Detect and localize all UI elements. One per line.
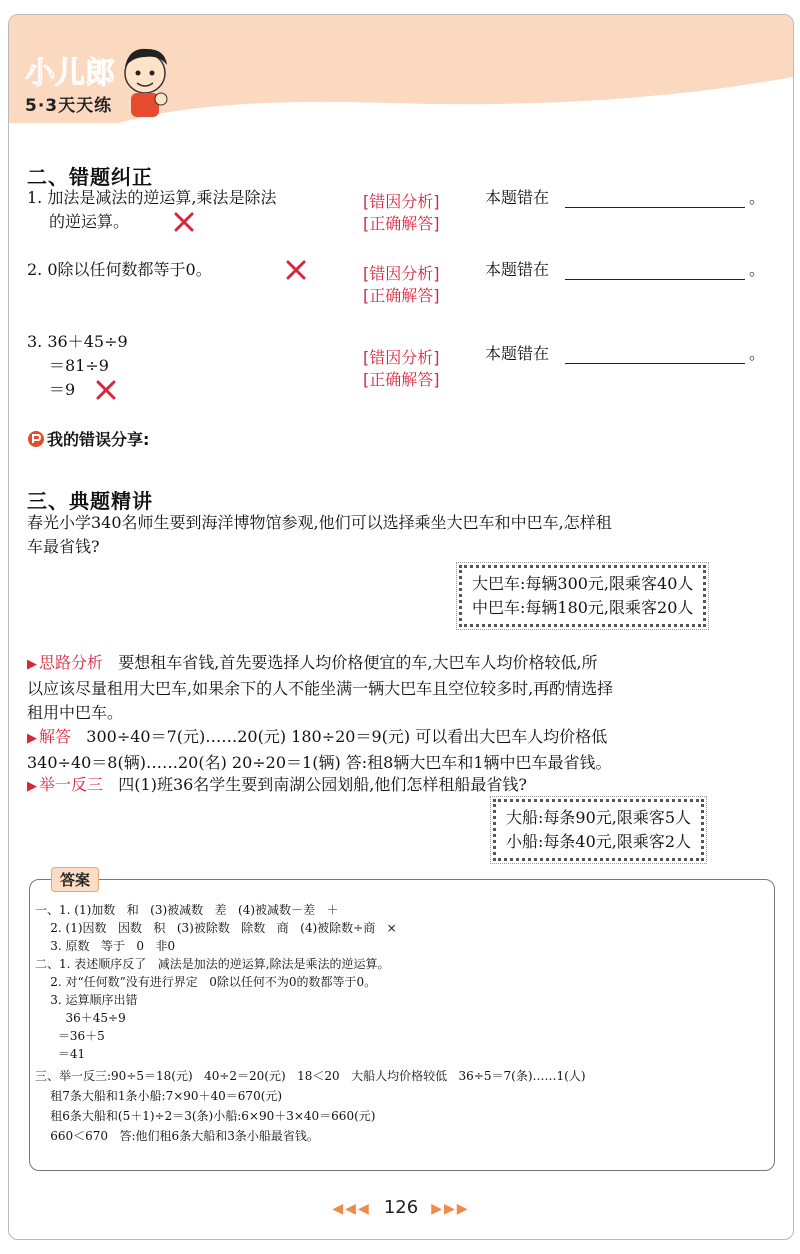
answer-line: ＝36＋5 xyxy=(35,1029,105,1043)
problem-line2: 车最省钱? xyxy=(27,537,100,556)
wrong-mark-icon xyxy=(95,379,117,401)
triangle-icon: ▶ xyxy=(27,657,37,672)
boat-price-box xyxy=(493,799,704,861)
period: 。 xyxy=(749,260,766,279)
answer-line: 租7条大船和1条小船:7×90＋40＝670(元) xyxy=(35,1089,283,1103)
analysis-block xyxy=(27,651,779,725)
period: 。 xyxy=(749,188,766,207)
error-prompt: 本题错在 xyxy=(485,260,550,279)
tag-correct: [正确解答] xyxy=(363,286,440,305)
q1-line2: 的逆运算。 xyxy=(49,212,130,231)
tag-analysis: [错因分析] xyxy=(363,264,440,283)
q3-line1: 3. 36＋45÷9 xyxy=(27,332,128,351)
pencil-badge-icon xyxy=(27,430,45,448)
boat-small-price: 小船:每条40元,限乘客2人 xyxy=(506,832,692,851)
solution-line2: 340÷40＝8(辆)……20(名) 20÷20＝1(辆) 答:租8辆大巴车和1辆中巴车最省钱。 xyxy=(27,753,612,772)
problem-text xyxy=(27,511,779,559)
section-2-title: 二、错题纠正 xyxy=(27,165,153,189)
svg-text:小儿郎: 小儿郎 xyxy=(25,56,115,91)
answer-line: ＝41 xyxy=(35,1047,86,1061)
bus-big-price: 大巴车:每辆300元,限乘客40人 xyxy=(472,574,694,593)
error-prompt: 本题错在 xyxy=(485,188,550,207)
period: 。 xyxy=(749,344,766,363)
q3-line3: ＝9 xyxy=(49,380,76,399)
analysis-label: 思路分析 xyxy=(39,653,104,672)
triangle-icon: ▶ xyxy=(27,731,37,746)
bus-price-box xyxy=(459,565,706,627)
wrong-mark-icon xyxy=(285,259,307,281)
solution-label: 解答 xyxy=(39,727,72,746)
tag-analysis: [错因分析] xyxy=(363,192,440,211)
problem-line1: 春光小学340名师生要到海洋博物馆参观,他们可以选择乘坐大巴车和中巴车,怎样租 xyxy=(27,513,612,532)
solution-block xyxy=(27,725,779,775)
page-number: 126 xyxy=(383,1197,419,1218)
answer-line: 二、1. 表述顺序反了 减法是加法的逆运算,除法是乘法的逆运算。 xyxy=(35,957,390,971)
answer-line: 3. 运算顺序出错 xyxy=(35,993,138,1007)
prev-arrows-icon: ◀◀◀ xyxy=(332,1201,371,1217)
share-row xyxy=(27,427,149,450)
solution-line1: 300÷40＝7(元)……20(元) 180÷20＝9(元) 可以看出大巴车人均价格低 xyxy=(86,727,608,746)
analysis-line3: 租用中巴车。 xyxy=(27,703,124,722)
answer-blank[interactable] xyxy=(565,363,745,364)
tag-correct: [正确解答] xyxy=(363,214,440,233)
q2-text: 2. 0除以任何数都等于0。 xyxy=(27,260,212,279)
bus-mid-price: 中巴车:每辆180元,限乘客20人 xyxy=(472,598,694,617)
answer-line: 租6条大船和(5＋1)÷2＝3(条)小船:6×90＋3×40＝660(元) xyxy=(35,1109,376,1123)
error-prompt: 本题错在 xyxy=(485,344,550,363)
q1-line1: 1. 加法是减法的逆运算,乘法是除法 xyxy=(27,188,277,207)
answer-line: 3. 原数 等于 0 非0 xyxy=(35,939,176,953)
tag-correct: [正确解答] xyxy=(363,370,440,389)
answer-label: 答案 xyxy=(51,867,99,892)
practice-block xyxy=(27,773,779,799)
footer xyxy=(9,1197,793,1218)
answer-line: 2. 对“任何数”没有进行界定 0除以任何不为0的数都等于0。 xyxy=(35,975,377,989)
analysis-line1: 要想租车省钱,首先要选择人均价格便宜的车,大巴车人均价格较低,所 xyxy=(118,653,598,672)
practice-label: 举一反三 xyxy=(39,775,104,794)
q3-line2: ＝81÷9 xyxy=(49,356,109,375)
section-3-title: 三、典题精讲 xyxy=(27,489,153,513)
brand-subtitle: 5·3天天练 xyxy=(25,96,113,116)
answer-line: 三、举一反三:90÷5＝18(元) 40÷2＝20(元) 18＜20 大船人均价格较低 36÷5＝7(条)……1(人) xyxy=(35,1069,586,1083)
mascot-boy-icon xyxy=(115,43,175,121)
next-arrows-icon: ▶▶▶ xyxy=(431,1201,470,1217)
answer-line: 2. (1)因数 因数 积 (3)被除数 除数 商 (4)被除数÷商 × xyxy=(35,921,397,935)
wrong-mark-icon xyxy=(173,211,195,233)
answer-line: 36＋45÷9 xyxy=(35,1011,126,1025)
analysis-line2: 以应该尽量租用大巴车,如果余下的人不能坐满一辆大巴车且空位较多时,再酌情选择 xyxy=(27,679,614,698)
answer-line: 660＜670 答:他们租6条大船和3条小船最省钱。 xyxy=(35,1129,319,1143)
answer-blank[interactable] xyxy=(565,207,745,208)
practice-text: 四(1)班36名学生要到南湖公园划船,他们怎样租船最省钱? xyxy=(118,775,527,794)
triangle-icon: ▶ xyxy=(27,779,37,794)
answer-blank[interactable] xyxy=(565,279,745,280)
answer-line: 一、1. (1)加数 和 (3)被减数 差 (4)被减数－差 ＋ xyxy=(35,903,339,917)
tag-analysis: [错因分析] xyxy=(363,348,440,367)
boat-big-price: 大船:每条90元,限乘客5人 xyxy=(506,808,692,827)
brand-logo xyxy=(23,51,115,91)
page xyxy=(8,14,794,1240)
share-label: 我的错误分享: xyxy=(47,430,150,449)
